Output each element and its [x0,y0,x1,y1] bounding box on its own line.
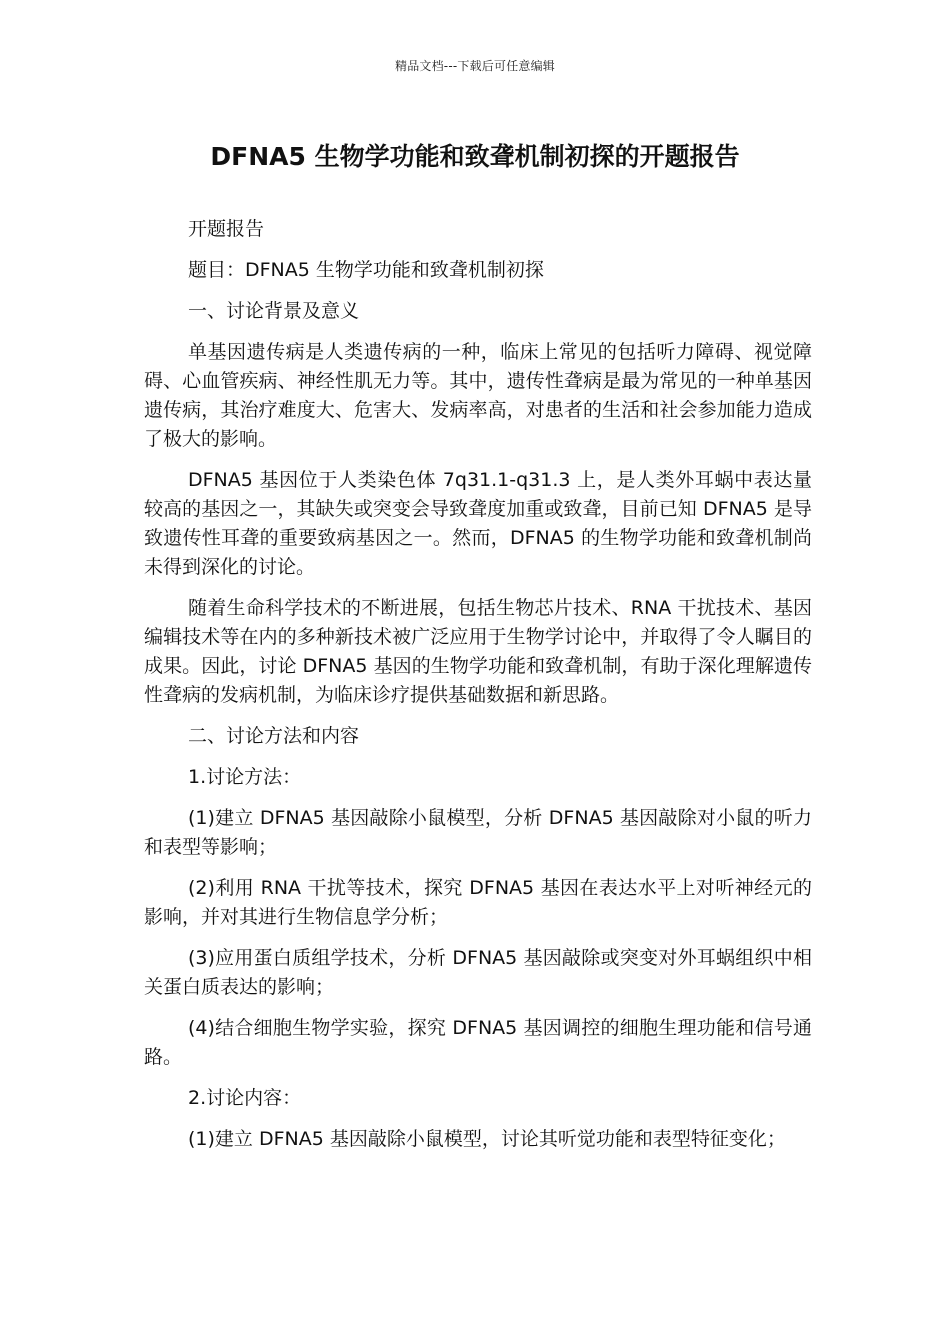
content-item-1: (1)建立 DFNA5 基因敲除小鼠模型，讨论其听觉功能和表型特征变化； [188,1128,786,1150]
document-title: DFNA5 生物学功能和致聋机制初探的开题报告 [210,142,740,171]
paragraph-background-2: DFNA5 基因位于人类染色体 7q31.1-q31.3 上，是人类外耳蜗中表达量较高的基因之一，其缺失或突变会导致聋度加重或致聋，目前已知 DFNA5 是导致遗传性耳聋的重要致病基因之一。然而，DFNA5 的生物学功能和致聋机制尚未得到深化的讨论。 [144,469,812,578]
paragraph-topic: 题目：DFNA5 生物学功能和致聋机制初探 [188,259,544,281]
method-item-1: (1)建立 DFNA5 基因敲除小鼠模型，分析 DFNA5 基因敲除对小鼠的听力和表型等影响； [144,807,812,858]
document-body [144,215,812,1166]
method-item-3: (3)应用蛋白质组学技术，分析 DFNA5 基因敲除或突变对外耳蜗组织中相关蛋白质表达的影响； [144,947,812,998]
paragraph-report-label: 开题报告 [188,218,265,240]
header-note: 精品文档---下载后可任意编辑 [395,59,555,73]
method-item-2: (2)利用 RNA 干扰等技术，探究 DFNA5 基因在表达水平上对听神经元的影响，并对其进行生物信息学分析； [144,877,812,928]
paragraph-background-3: 随着生命科学技术的不断进展，包括生物芯片技术、RNA 干扰技术、基因编辑技术等在内的多种新技术被广泛应用于生物学讨论中，并取得了令人瞩目的成果。因此，讨论 DFNA5 基因的生物学功能和致聋机制，有助于深化理解遗传性聋病的发病机制，为临床诊疗提供基础数据和新思路。 [144,597,812,706]
method-item-4: (4)结合细胞生物学实验，探究 DFNA5 基因调控的细胞生理功能和信号通路。 [144,1017,812,1068]
paragraph-background-1: 单基因遗传病是人类遗传病的一种，临床上常见的包括听力障碍、视觉障碍、心血管疾病、神经性肌无力等。其中，遗传性聋病是最为常见的一种单基因遗传病，其治疗难度大、危害大、发病率高，对患者的生活和社会参加能力造成了极大的影响。 [144,341,812,450]
section-heading-methods: 二、讨论方法和内容 [188,725,360,747]
subheading-content: 2.讨论内容： [188,1087,302,1109]
subheading-methods: 1.讨论方法： [188,766,302,788]
section-heading-background: 一、讨论背景及意义 [188,300,360,322]
